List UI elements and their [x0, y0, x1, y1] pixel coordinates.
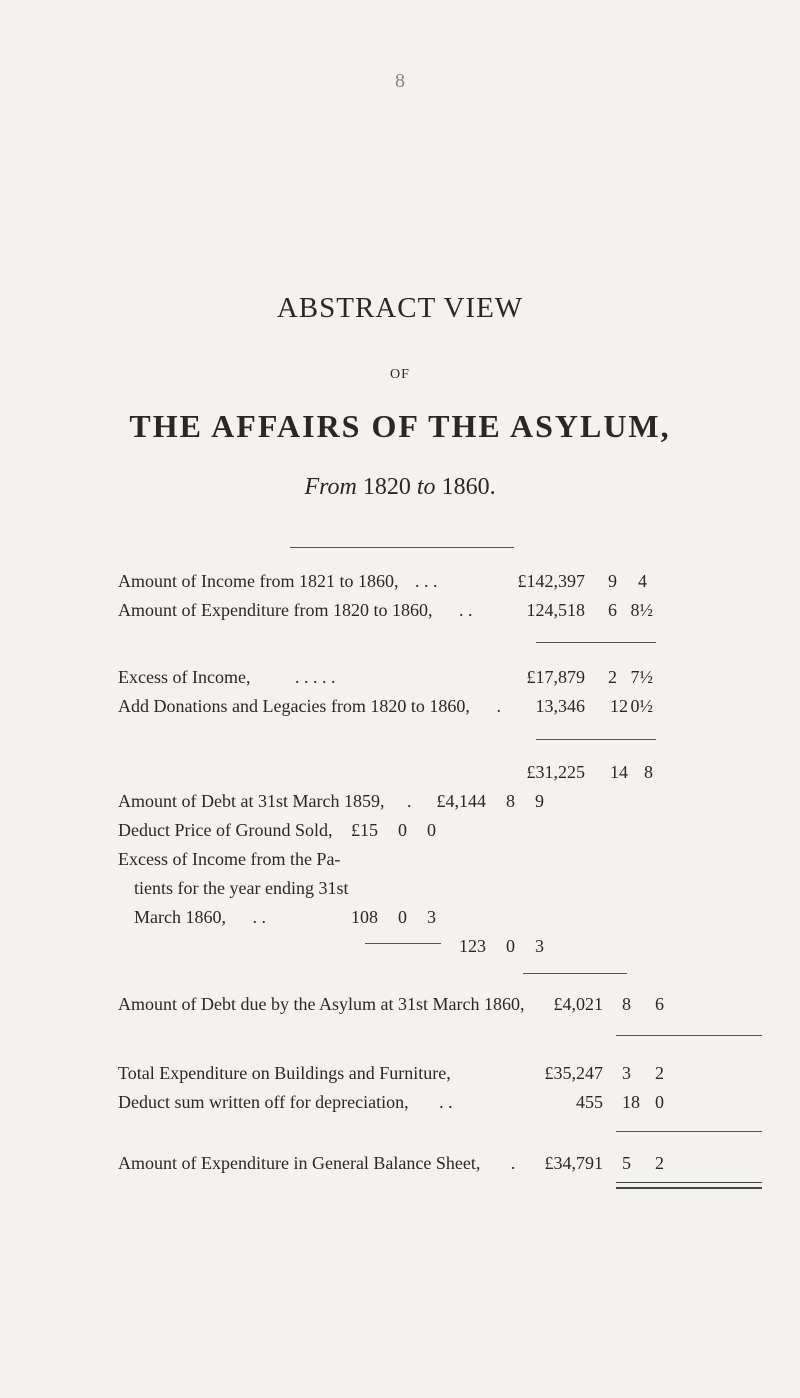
rule-4: [523, 973, 627, 974]
balance-sheet-pence: 2: [655, 1153, 664, 1173]
rule-3: [365, 943, 441, 944]
excess-patients-label-2: tients for the year ending 31st: [134, 878, 349, 898]
excess-patients-label-1: Excess of Income from the Pa-: [118, 849, 341, 869]
debt-1859-label: Amount of Debt at 31st March 1859, .: [118, 791, 412, 811]
excess-patients-pounds: 108: [351, 907, 378, 927]
debt-1860-shillings: 8: [622, 994, 631, 1014]
page-number: 8: [395, 70, 405, 92]
donations-label: Add Donations and Legacies from 1820 to 1860, .: [118, 696, 501, 716]
donations-pounds: 13,346: [535, 696, 585, 716]
depreciation-shillings: 18: [622, 1092, 640, 1112]
rule-1: [536, 642, 656, 643]
expenditure-pence: 8½: [630, 600, 653, 620]
debt-1859-shillings: 8: [506, 791, 515, 811]
excess-pence: 7½: [630, 667, 653, 687]
expenditure-shillings: 6: [608, 600, 617, 620]
ground-sold-pence: 0: [427, 820, 436, 840]
final-double-rule: [616, 1182, 762, 1189]
buildings-pounds: £35,247: [544, 1063, 603, 1083]
title-from: From: [304, 474, 357, 500]
title-of: OF: [390, 367, 410, 382]
income-shillings: 9: [608, 571, 617, 591]
depreciation-pounds: 455: [576, 1092, 603, 1112]
buildings-label: Total Expenditure on Buildings and Furniture,: [118, 1063, 451, 1083]
excess-shillings: 2: [608, 667, 617, 687]
donations-shillings: 12: [610, 696, 628, 716]
excess-label: Excess of Income, . . . . .: [118, 667, 336, 687]
header-divider: [290, 547, 514, 548]
rule-2: [536, 739, 656, 740]
subtotal-pounds: £31,225: [526, 762, 585, 782]
balance-sheet-pounds: £34,791: [544, 1153, 603, 1173]
deduct-total-shillings: 0: [506, 936, 515, 956]
expenditure-label: Amount of Expenditure from 1820 to 1860, . .: [118, 600, 473, 620]
title-end-year: 1860.: [441, 474, 496, 500]
deduct-total-pence: 3: [535, 936, 544, 956]
debt-1860-label: Amount of Debt due by the Asylum at 31st March 1860,: [118, 994, 525, 1014]
subtotal-shillings: 14: [610, 762, 628, 782]
debt-1859-pounds: £4,144: [436, 791, 486, 811]
rule-6: [616, 1131, 762, 1132]
rule-5: [616, 1035, 762, 1036]
title-date-range: [0, 474, 800, 501]
depreciation-pence: 0: [655, 1092, 664, 1112]
title-affairs: THE AFFAIRS OF THE ASYLUM,: [129, 408, 671, 444]
balance-sheet-shillings: 5: [622, 1153, 631, 1173]
excess-patients-pence: 3: [427, 907, 436, 927]
ground-sold-shillings: 0: [398, 820, 407, 840]
ground-sold-label: Deduct Price of Ground Sold,: [118, 820, 333, 840]
title-to: to: [416, 474, 436, 500]
income-pounds: £142,397: [517, 571, 585, 591]
excess-pounds: £17,879: [526, 667, 585, 687]
income-pence: 4: [638, 571, 647, 591]
balance-sheet-label: Amount of Expenditure in General Balance Sheet, .: [118, 1153, 516, 1173]
depreciation-label: Deduct sum written off for depreciation, . .: [118, 1092, 453, 1112]
deduct-total-pounds: 123: [459, 936, 486, 956]
donations-pence: 0½: [630, 696, 653, 716]
debt-1860-pence: 6: [655, 994, 664, 1014]
debt-1860-pounds: £4,021: [553, 994, 603, 1014]
title-start-year: 1820: [362, 474, 411, 500]
expenditure-pounds: 124,518: [526, 600, 585, 620]
income-label: Amount of Income from 1821 to 1860, . . .: [118, 571, 438, 591]
excess-patients-label-3: March 1860, . .: [134, 907, 266, 927]
buildings-shillings: 3: [622, 1063, 631, 1083]
subtotal-pence: 8: [644, 762, 653, 782]
ground-sold-pounds: £15: [351, 820, 378, 840]
debt-1859-pence: 9: [535, 791, 544, 811]
buildings-pence: 2: [655, 1063, 664, 1083]
title-abstract-view: ABSTRACT VIEW: [276, 292, 524, 324]
excess-patients-shillings: 0: [398, 907, 407, 927]
